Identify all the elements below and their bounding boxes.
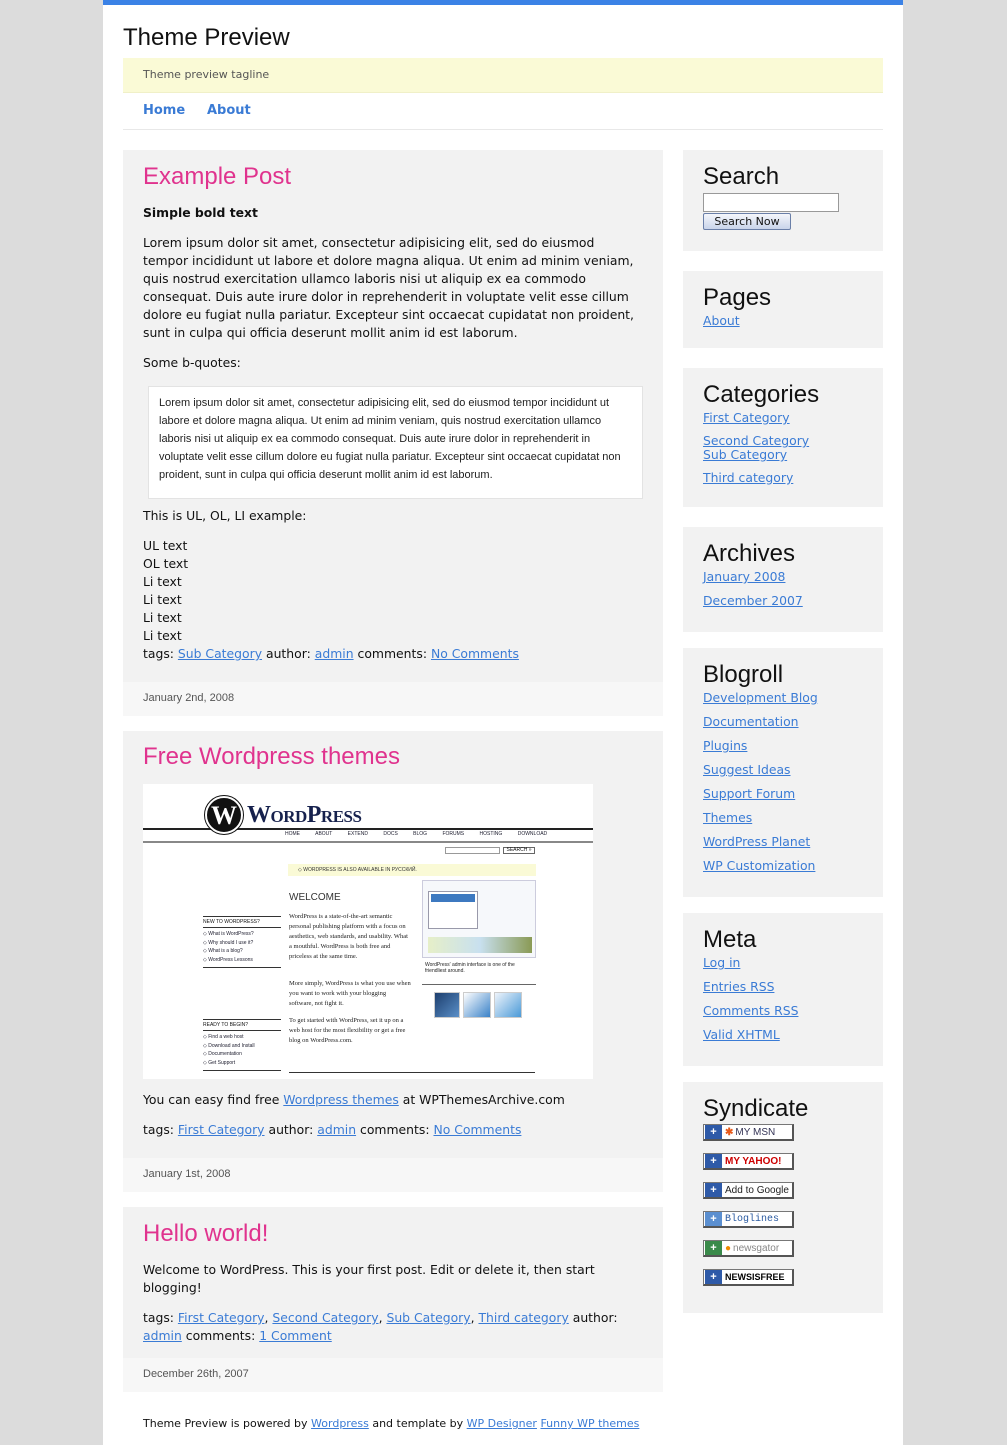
- tag-link[interactable]: Second Category: [272, 1310, 379, 1325]
- category-link[interactable]: First Category: [703, 410, 790, 425]
- blogroll-link[interactable]: WP Customization: [703, 858, 816, 873]
- post-date: January 2nd, 2008: [123, 682, 663, 716]
- comments-link[interactable]: 1 Comment: [259, 1328, 332, 1343]
- search-input[interactable]: [703, 193, 839, 212]
- comments-link[interactable]: No Comments: [433, 1122, 522, 1137]
- search-now-button[interactable]: Search Now: [703, 213, 791, 230]
- main-nav: [123, 93, 883, 130]
- post-hello-world: [123, 1207, 663, 1392]
- list-item: Li text: [143, 628, 182, 643]
- post-paragraph: You can easy find free Wordpress themes at WPThemesArchive.com: [143, 1092, 565, 1107]
- footer-wp-designer-link[interactable]: WP Designer: [466, 1417, 537, 1430]
- footer-funny-wp-themes-link[interactable]: Funny WP themes: [540, 1417, 640, 1430]
- tagline-bar: [123, 58, 883, 93]
- widget-title: Archives: [703, 540, 796, 567]
- blogroll-link[interactable]: Suggest Ideas: [703, 762, 791, 777]
- widget-title: Pages: [703, 284, 772, 311]
- meta-link-valid-xhtml[interactable]: Valid XHTML: [703, 1027, 780, 1042]
- list-item: UL text: [143, 538, 188, 553]
- page-link-about[interactable]: About: [703, 313, 740, 328]
- meta-link-login[interactable]: Log in: [703, 955, 741, 970]
- post-date: January 1st, 2008: [123, 1158, 663, 1192]
- meta-link-entries-rss[interactable]: Entries RSS: [703, 979, 775, 994]
- widget-search: [683, 150, 883, 251]
- blogroll-link[interactable]: Support Forum: [703, 786, 796, 801]
- category-link[interactable]: Third category: [703, 470, 794, 485]
- newsgator-icon: ●: [725, 1242, 732, 1254]
- post-meta: tags: First Category author: admin comments: No Comments: [143, 1122, 522, 1137]
- blockquote: Lorem ipsum dolor sit amet, consectetur adipisicing elit, sed do eiusmod tempor incididunt ut labore et dolore magna aliqua. Ut enim ad minim veniam, quis nostrud exercitation ullamco laboris nisi ut aliquip ex ea commodo consequat. Duis aute irure dolor in reprehenderit in voluptate velit esse cillum dolore eu fugiat nulla pariatur. Excepteur sint occaecat cupidatat non proident, sunt in culpa qui officia deserunt mollit anim id est laborum.: [148, 386, 643, 499]
- tag-link[interactable]: First Category: [177, 1310, 265, 1325]
- category-link[interactable]: Sub Category: [703, 447, 788, 462]
- category-link[interactable]: Second Category: [703, 433, 810, 448]
- post-example: [123, 150, 663, 716]
- bloglines-button[interactable]: + Bloglines: [703, 1211, 794, 1228]
- list-item: OL text: [143, 556, 189, 571]
- post-free-themes: [123, 731, 663, 1192]
- wordpress-screenshot-image[interactable]: W WordPress HOME ABOUT EXTEND DOCS BLOG FORUMS HOSTING DOWNLOAD SEARCH » ◇ WORDPRESS IS ALSO AVAILABLE IN РУССКИЙ. WELCOME NEW TO WORDPRESS? ◇ What is WordPress? ◇ Why should I use it? ◇ What is a blog? ◇ WordPress Lessons READY TO BEGIN? ◇ Find a web host ◇ Download and Install ◇ Documentation ◇ Get Support WordPress is a state-of-the-art semantic personal publishing platform with a focus on aesthetics, web standards, and usability. What a mouthful. WordPress is both free and priceless at the same time. More simply, WordPress is what you use when you want to work with your blogging software, not fight it. To get started with WordPress, set it up on a web host for the most flexibility or get a free blog on WordPress.com. WordPress' admin interface is one of the friendliest around.: [143, 784, 593, 1079]
- tag-link[interactable]: First Category: [177, 1122, 265, 1137]
- plus-icon: +: [705, 1212, 722, 1226]
- post-meta: tags: First Category, Second Category, Sub Category, Third category author: admin comments: 1 Comment: [143, 1310, 618, 1343]
- archive-link[interactable]: December 2007: [703, 593, 803, 608]
- widget-pages: [683, 271, 883, 348]
- list-item: Li text: [143, 574, 182, 589]
- plus-icon: +: [705, 1183, 722, 1197]
- tag-link[interactable]: Sub Category: [386, 1310, 471, 1325]
- widget-title: Meta: [703, 926, 757, 953]
- blogroll-link[interactable]: Documentation: [703, 714, 799, 729]
- post-paragraph: Welcome to WordPress. This is your first post. Edit or delete it, then start blogging!: [143, 1262, 595, 1295]
- author-link[interactable]: admin: [317, 1122, 357, 1137]
- wordpress-themes-link[interactable]: Wordpress themes: [283, 1092, 399, 1107]
- widget-syndicate: [683, 1082, 883, 1313]
- plus-icon: +: [705, 1241, 722, 1255]
- widget-meta: [683, 913, 883, 1066]
- msn-butterfly-icon: ✱: [725, 1126, 734, 1138]
- blogroll-link[interactable]: Development Blog: [703, 690, 818, 705]
- post-paragraph: Lorem ipsum dolor sit amet, consectetur adipisicing elit, sed do eiusmod tempor incididunt ut labore et dolore magna aliqua. Ut enim ad minim veniam, quis nostrud exercitation ullamco laboris nisi ut aliquip ex ea commodo consequat. Duis aute irure dolor in reprehenderit in voluptate velit esse cillum dolore eu fugiat nulla pariatur. Excepteur sint occaecat cupidatat non proident, sunt in culpa qui officia deserunt mollit anim id est laborum.: [143, 235, 634, 340]
- blogroll-link[interactable]: Plugins: [703, 738, 748, 753]
- widget-title: Categories: [703, 381, 820, 408]
- site-title[interactable]: Theme Preview: [123, 24, 290, 51]
- widget-title: Syndicate: [703, 1095, 809, 1122]
- plus-icon: +: [705, 1270, 722, 1284]
- meta-link-comments-rss[interactable]: Comments RSS: [703, 1003, 799, 1018]
- list-item: Li text: [143, 610, 182, 625]
- widget-categories: [683, 368, 883, 507]
- plus-icon: +: [705, 1125, 722, 1139]
- list-intro: This is UL, OL, LI example:: [143, 508, 307, 523]
- tag-link[interactable]: Third category: [478, 1310, 569, 1325]
- widget-blogroll: [683, 648, 883, 897]
- post-title[interactable]: Example Post: [143, 163, 292, 190]
- site-tagline: Theme preview tagline: [143, 68, 270, 81]
- widget-title: Search: [703, 163, 780, 190]
- author-link[interactable]: admin: [143, 1328, 182, 1343]
- widget-title: Blogroll: [703, 661, 784, 688]
- post-title[interactable]: Hello world!: [143, 1220, 269, 1247]
- blogroll-link[interactable]: WordPress Planet: [703, 834, 811, 849]
- add-to-my-yahoo-button[interactable]: + MY YAHOO!: [703, 1153, 794, 1170]
- page-container: [103, 0, 903, 1445]
- post-title[interactable]: Free Wordpress themes: [143, 743, 400, 770]
- bquote-intro: Some b-quotes:: [143, 355, 241, 370]
- footer: Theme Preview is powered by Wordpress and template by WP Designer Funny WP themes: [143, 1417, 640, 1430]
- blogroll-link[interactable]: Themes: [703, 810, 753, 825]
- bold-text: Simple bold text: [143, 205, 258, 220]
- widget-archives: [683, 527, 883, 632]
- post-meta: tags: Sub Category author: admin comments: No Comments: [143, 646, 519, 661]
- wordpress-logo-icon: W: [205, 796, 243, 834]
- footer-wordpress-link[interactable]: Wordpress: [311, 1417, 369, 1430]
- nav-home[interactable]: Home: [143, 103, 186, 118]
- comments-link[interactable]: No Comments: [430, 646, 519, 661]
- tag-link[interactable]: Sub Category: [177, 646, 263, 661]
- list-item: Li text: [143, 592, 182, 607]
- add-to-google-button[interactable]: + Add to Google: [703, 1182, 794, 1199]
- post-date: December 26th, 2007: [123, 1358, 663, 1392]
- plus-icon: +: [705, 1154, 722, 1168]
- author-link[interactable]: admin: [314, 646, 354, 661]
- add-to-my-msn-button[interactable]: + ✱ MY MSN: [703, 1124, 794, 1141]
- archive-link[interactable]: January 2008: [703, 569, 786, 584]
- newsgator-button[interactable]: + ● newsgator: [703, 1240, 794, 1257]
- newsisfree-button[interactable]: + NEWSISFREE: [703, 1269, 794, 1286]
- nav-about[interactable]: About: [207, 103, 251, 118]
